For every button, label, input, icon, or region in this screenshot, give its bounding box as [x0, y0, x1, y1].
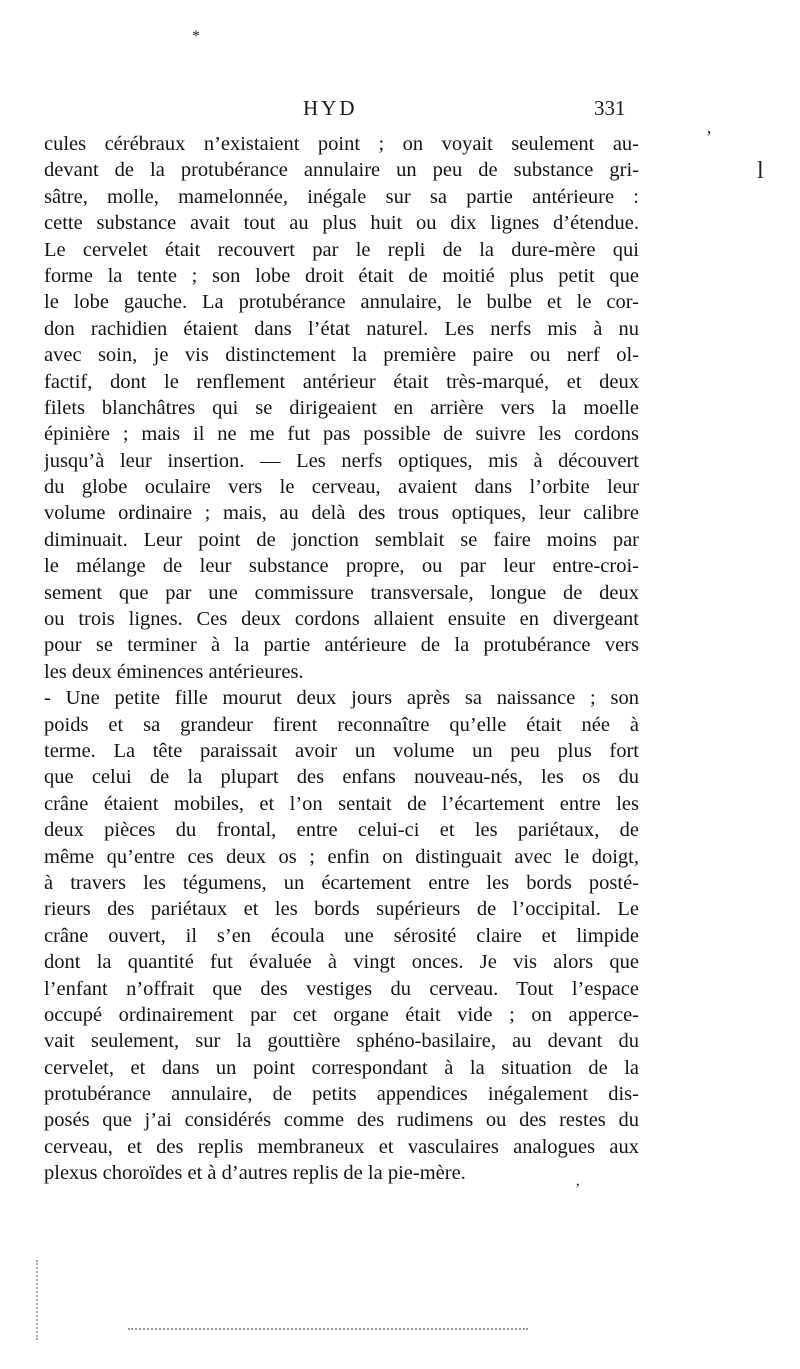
bottom-bleed-rule — [128, 1328, 528, 1330]
text-line: ou trois lignes. Ces deux cordons allaient ensuite en divergeant — [44, 608, 639, 631]
text-line: terme. La tête paraissait avoir un volume un peu plus fort — [44, 739, 639, 762]
running-header — [0, 96, 800, 126]
margin-mark: ’ — [706, 127, 712, 147]
paragraph-start-line: - Une petite fille mourut deux jours après sa naissance ; son — [44, 687, 639, 710]
text-line: factif, dont le renflement antérieur était très-marqué, et deux — [44, 370, 639, 393]
text-line: crâne étaient mobiles, et l’on sentait de l’écartement entre les — [44, 792, 639, 815]
text-line: à travers les tégumens, un écartement entre les bords posté- — [44, 871, 639, 894]
text-line: forme la tente ; son lobe droit était de moitié plus petit que — [44, 264, 639, 287]
ink-mark-top: * — [192, 28, 200, 45]
text-line: vait seulement, sur la gouttière sphéno-basilaire, au devant du — [44, 1030, 639, 1053]
text-line: sâtre, molle, mamelonnée, inégale sur sa partie antérieure : — [44, 185, 639, 208]
paragraph-end-line: plexus choroïdes et à d’autres replis de la pie-mère. — [44, 1162, 466, 1185]
text-line: poids et sa grandeur firent reconnaître qu’elle était née à — [44, 713, 639, 736]
text-line: deux pièces du frontal, entre celui-ci et les pariétaux, de — [44, 819, 639, 842]
text-line: Le cervelet était recouvert par le repli de la dure-mère qui — [44, 238, 639, 261]
text-line: que celui de la plupart des enfans nouveau-nés, les os du — [44, 766, 639, 789]
end-mark: ’ — [575, 1181, 581, 1198]
text-line: posés que j’ai considérés comme des rudimens ou des restes du — [44, 1109, 639, 1132]
text-line: dont la quantité fut évaluée à vingt onces. Je vis alors que — [44, 951, 639, 974]
page-number: 331 — [594, 96, 626, 120]
margin-mark: l — [757, 158, 764, 184]
body-text — [44, 131, 639, 1187]
text-line: filets blanchâtres qui se dirigeaient en arrière vers la moelle — [44, 396, 639, 419]
text-line: don rachidien étaient dans l’état naturel. Les nerfs mis à nu — [44, 317, 639, 340]
text-line: du globe oculaire vers le cerveau, avaient dans l’orbite leur — [44, 476, 639, 499]
text-line: cervelet, et dans un point correspondant à la situation de la — [44, 1056, 639, 1079]
text-line: protubérance annulaire, de petits appendices inégalement dis- — [44, 1083, 639, 1106]
text-line: pour se terminer à la partie antérieure de la protubérance vers — [44, 634, 639, 657]
text-line: cerveau, et des replis membraneux et vasculaires analogues aux — [44, 1135, 639, 1158]
text-line: diminuait. Leur point de jonction semblait se faire moins par — [44, 528, 639, 551]
text-line: cette substance avait tout au plus huit ou dix lignes d’étendue. — [44, 212, 639, 235]
text-line: l’enfant n’offrait que des vestiges du cerveau. Tout l’espace — [44, 977, 639, 1000]
text-line: jusqu’à leur insertion. — Les nerfs optiques, mis à découvert — [44, 449, 639, 472]
text-line: le lobe gauche. La protubérance annulaire, le bulbe et le cor- — [44, 291, 639, 314]
text-line: avec soin, je vis distinctement la première paire ou nerf ol- — [44, 344, 639, 367]
text-line: volume ordinaire ; mais, au delà des trous optiques, leur calibre — [44, 502, 639, 525]
text-line: même qu’entre ces deux os ; enfin on distinguait avec le doigt, — [44, 845, 639, 868]
running-head-title: HYD — [303, 96, 358, 120]
text-line: rieurs des pariétaux et les bords supérieurs de l’occipital. Le — [44, 898, 639, 921]
text-line: le mélange de leur substance propre, ou par leur entre-croi- — [44, 555, 639, 578]
text-line: épinière ; mais il ne me fut pas possible de suivre les cordons — [44, 423, 639, 446]
paragraph-end-line: les deux éminences antérieures. — [44, 660, 304, 683]
text-line: cules cérébraux n’existaient point ; on voyait seulement au- — [44, 133, 639, 155]
text-line: crâne ouvert, il s’en écoula une sérosité claire et limpide — [44, 924, 639, 947]
text-line: sement que par une commissure transversale, longue de deux — [44, 581, 639, 604]
margin-dots — [36, 1260, 46, 1340]
text-line: occupé ordinairement par cet organe était vide ; on apperce- — [44, 1003, 639, 1026]
text-line: devant de la protubérance annulaire un peu de substance gri- — [44, 159, 639, 182]
